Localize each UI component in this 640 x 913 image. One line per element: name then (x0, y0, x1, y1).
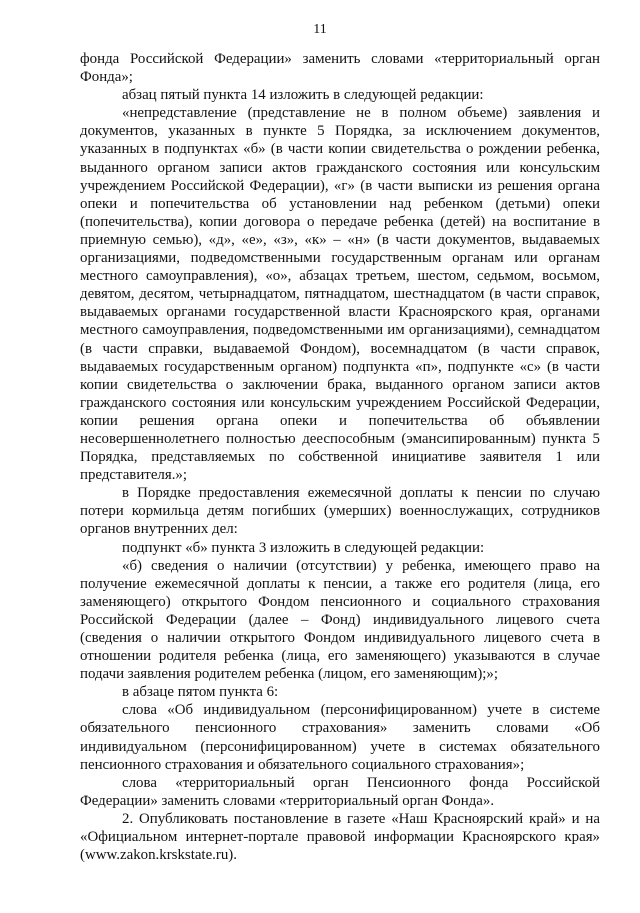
paragraph: в Порядке предоставления ежемесячной доплаты к пенсии по случаю потери кормильца детям погибших (умерших) военнослужащих, сотрудников органов внутренних дел: (80, 485, 600, 538)
document-body (80, 50, 600, 864)
paragraph: 2. Опубликовать постановление в газете «Наш Красноярский край» и на «Официальном интернет-портале правовой информации Красноярского края» (www.zakon.krskstate.ru). (80, 810, 600, 864)
paragraph: слова «Об индивидуальном (персонифицированном) учете в системе обязательного пенсионного страхования» заменить словами «Об индивидуальном (персонифицированном) учете в системах обязательного пенсионного страхования и обязательного социального страхования»; (80, 702, 600, 773)
paragraph: слова «территориальный орган Пенсионного фонда Российской Федерации» заменить словами «территориальный орган Фонда». (80, 774, 600, 809)
paragraph: абзац пятый пункта 14 изложить в следующей редакции: (122, 87, 484, 104)
page-number: 11 (313, 22, 327, 37)
paragraph: в абзаце пятом пункта 6: (122, 684, 279, 701)
paragraph: «непредставление (представление не в полном объеме) заявления и документов, указанных в пункте 5 Порядка, за исключением документов, указанных в подпунктах «б» (в части копии свидетельства о рождении ребенка, выданного органом записи актов гражданского состояния или консульским учреждением Российской Федерации), «г» (в части выписки из решения органа опеки и попечительства об установлении над ребенком (детьми) опеки (попечительства), копии договора о передаче ребенка (детей) на воспитание в приемную семью), «д», «е», «з», «к» – «н» (в части документов, выдаваемых организациями, подведомственными государственным органам или органам местного самоуправления), «о», абзацах третьем, шестом, седьмом, восьмом, девятом, десятом, четырнадцатом, пятнадцатом, шестнадцатом (в части справок, выдаваемых органами государственной власти Красноярского края, органами местного самоуправления, подведомственными им организациями), семнадцатом (в части справки, выдаваемой Фондом), восемнадцатом (в части справок, выдаваемых государственным органом) подпункта «п», подпункте «с» (в части копии свидетельства о заключении брака, выданного органом записи актов гражданского состояния или консульским учреждением Российской Федерации, копии решения органа опеки и попечительства об объявлении несовершеннолетнего полностью дееспособным (эмансипированным) пункта 5 Порядка, представляемых по собственной инициативе заявителя 1 или представителя.»; (80, 105, 600, 484)
paragraph-continuation: фонда Российской Федерации» заменить словами «территориальный орган Фонда»; (80, 51, 600, 86)
paragraph: «б) сведения о наличии (отсутствии) у ребенка, имеющего право на получение ежемесячной доплаты к пенсии, а также его родителя (лица, его заменяющего) открытого Фондом пенсионного и социального страхования Российской Федерации (далее – Фонд) индивидуального лицевого счета (сведения о наличии открытого Фондом индивидуального лицевого счета в отношении родителя ребенка (лица, его заменяющего) указываются в случае подачи заявления родителем ребенка (лицом, его заменяющим);»; (80, 557, 600, 683)
paragraph: подпункт «б» пункта 3 изложить в следующей редакции: (122, 539, 485, 556)
